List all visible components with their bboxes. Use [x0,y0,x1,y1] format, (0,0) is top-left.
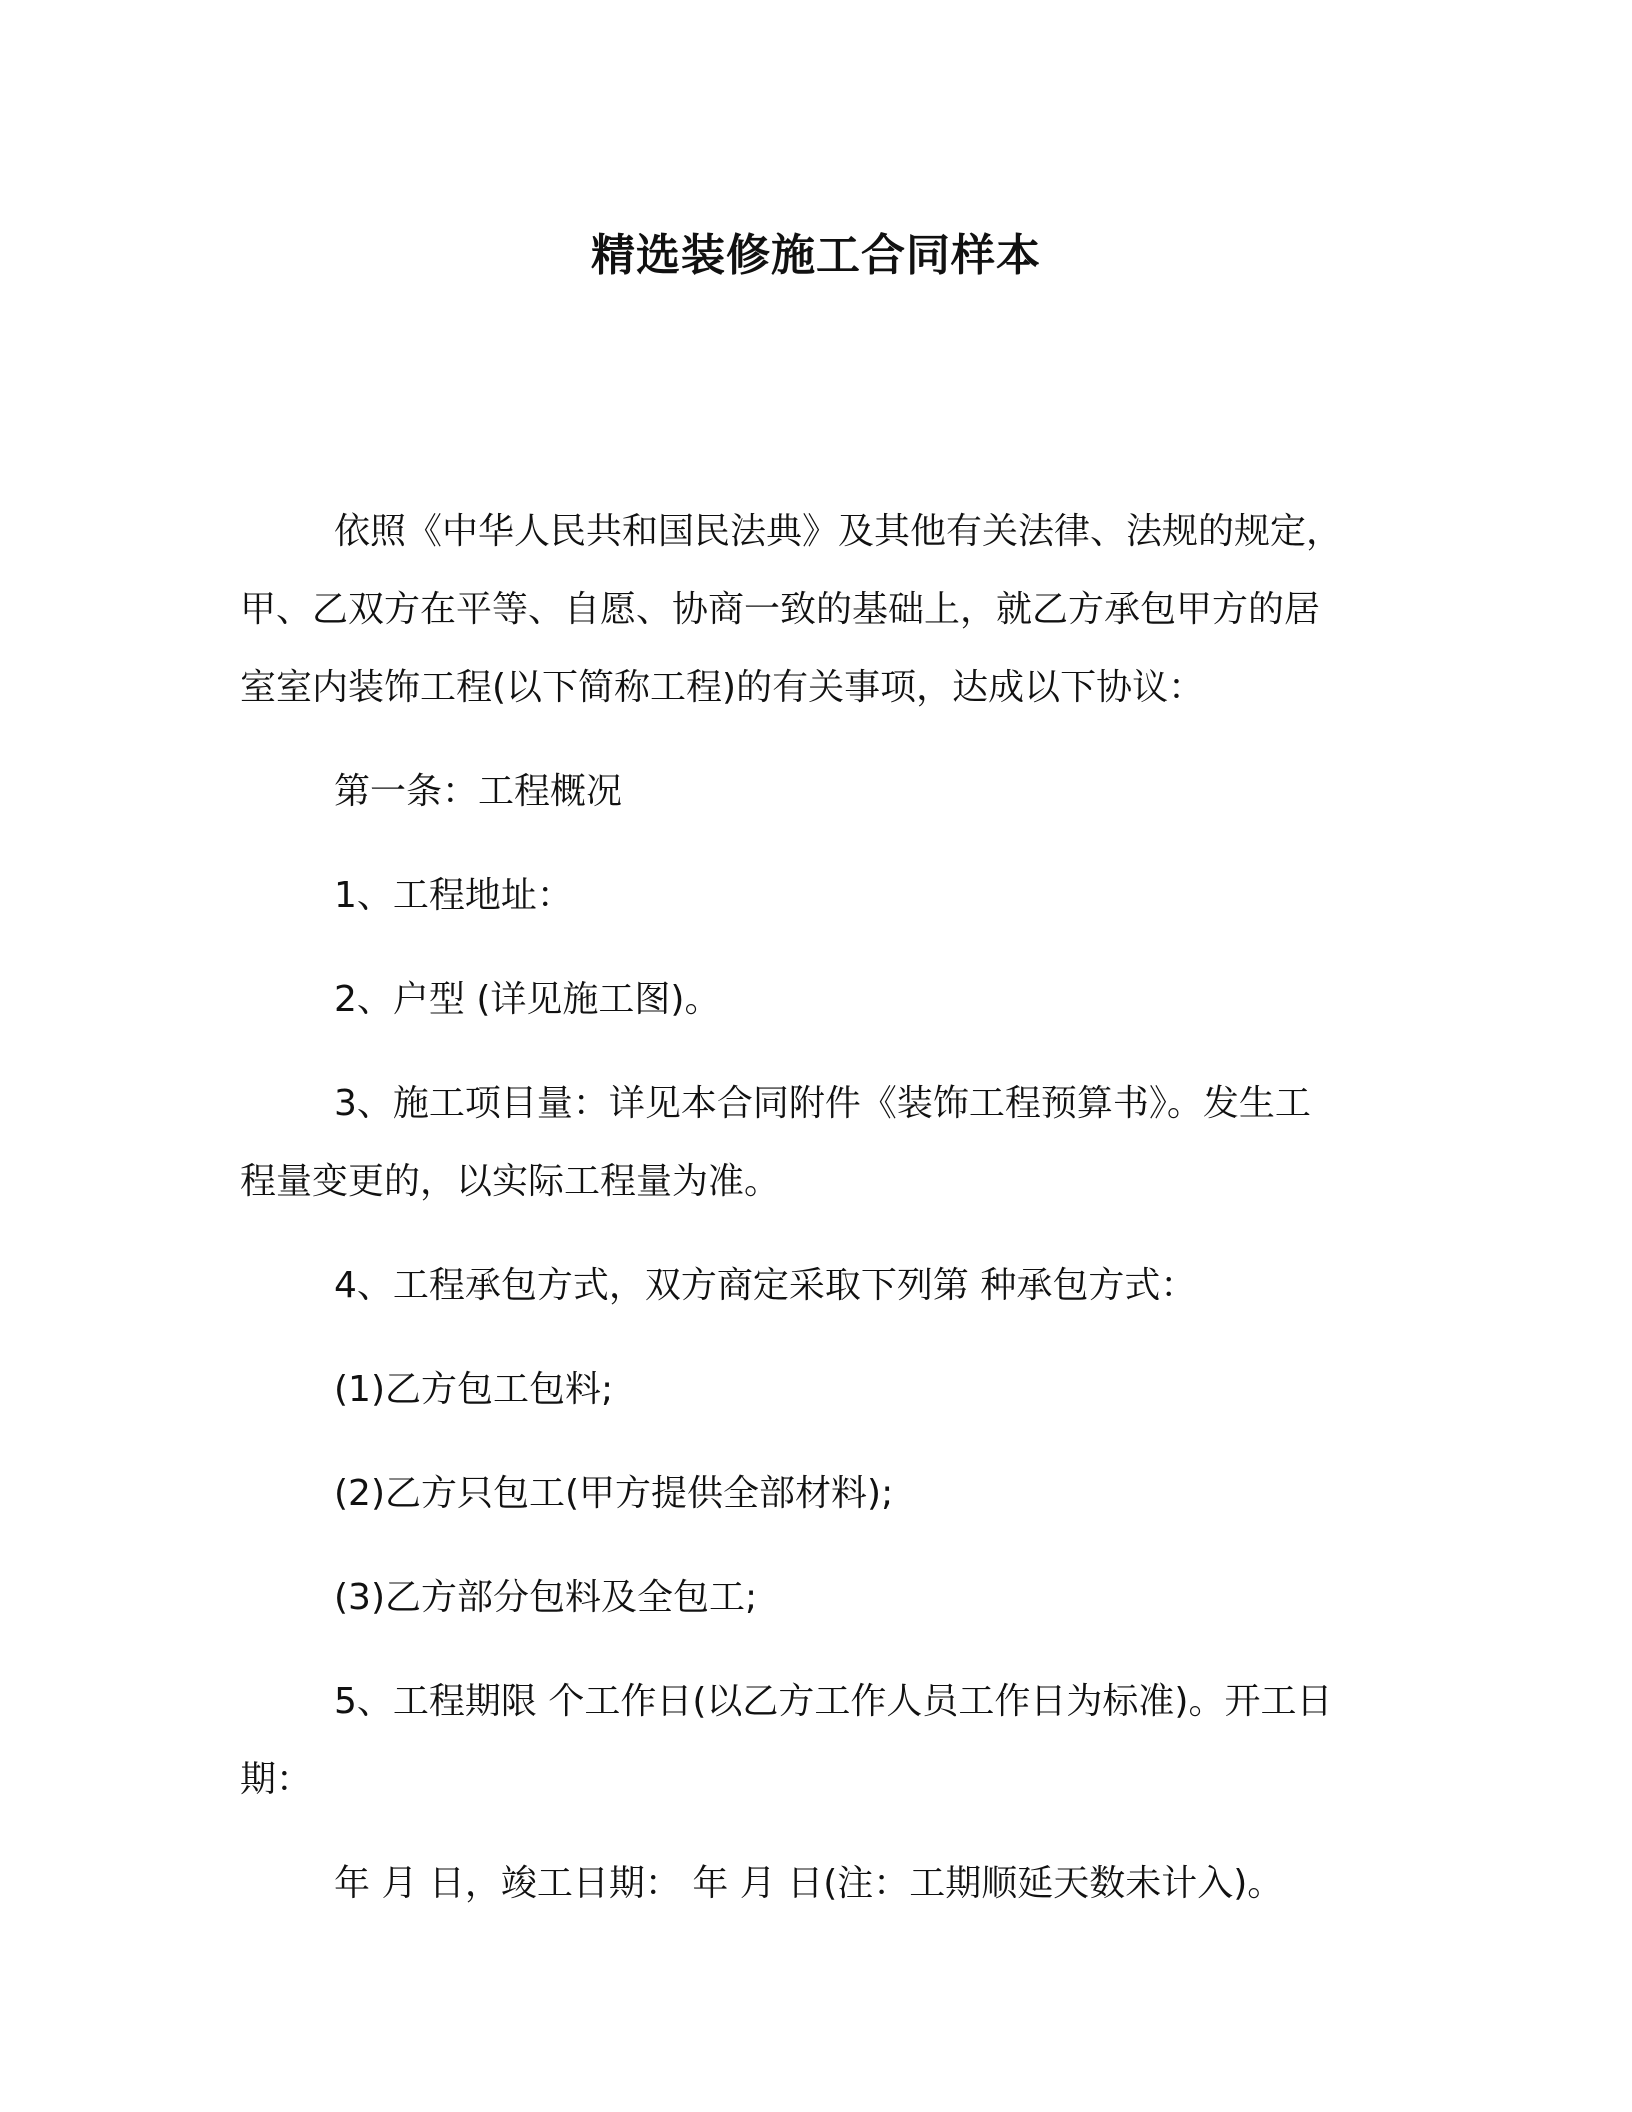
text-line: 依照《中华人民共和国民法典》及其他有关法律、法规的规定， [334,511,1343,552]
text-line: 期： [240,1759,313,1800]
document-title: 精选装修施工合同样本 [591,230,1041,281]
paragraph-item-contract-mode [240,1247,1352,1325]
document-body [240,493,1352,1923]
text-line: 甲、乙双方在平等、自愿、协商一致的基础上，就乙方承包甲方的居 [240,589,1321,630]
text-line: 室室内装饰工程(以下简称工程)的有关事项，达成以下协议： [240,667,1205,708]
paragraph-item-layout [240,961,1352,1039]
text-line: (1)乙方包工包料; [334,1369,614,1410]
paragraph-option-1 [240,1351,1352,1429]
text-line: 年 月 日，竣工日期： 年 月 日(注：工期顺延天数未计入)。 [334,1863,1284,1904]
paragraph-option-3 [240,1559,1352,1637]
paragraph-preamble [240,493,1352,727]
paragraph-item-quantity [240,1065,1352,1221]
paragraph-option-2 [240,1455,1352,1533]
text-line: 2、户型 (详见施工图)。 [334,979,721,1020]
text-line: (3)乙方部分包料及全包工; [334,1577,758,1618]
text-line: 1、工程地址： [334,875,573,916]
paragraph-item-address [240,857,1352,935]
text-line: 第一条：工程概况 [334,771,623,812]
paragraph-dates [240,1845,1352,1923]
text-line: 3、施工项目量：详见本合同附件《装饰工程预算书》。发生工 [334,1083,1311,1124]
text-line: 5、工程期限 个工作日(以乙方工作人员工作日为标准)。开工日 [334,1681,1333,1722]
text-line: (2)乙方只包工(甲方提供全部材料); [334,1473,894,1514]
paragraph-article-heading [240,753,1352,831]
paragraph-item-period [240,1663,1352,1819]
text-line: 4、工程承包方式，双方商定采取下列第 种承包方式： [334,1265,1197,1306]
text-line: 程量变更的，以实际工程量为准。 [240,1161,781,1202]
